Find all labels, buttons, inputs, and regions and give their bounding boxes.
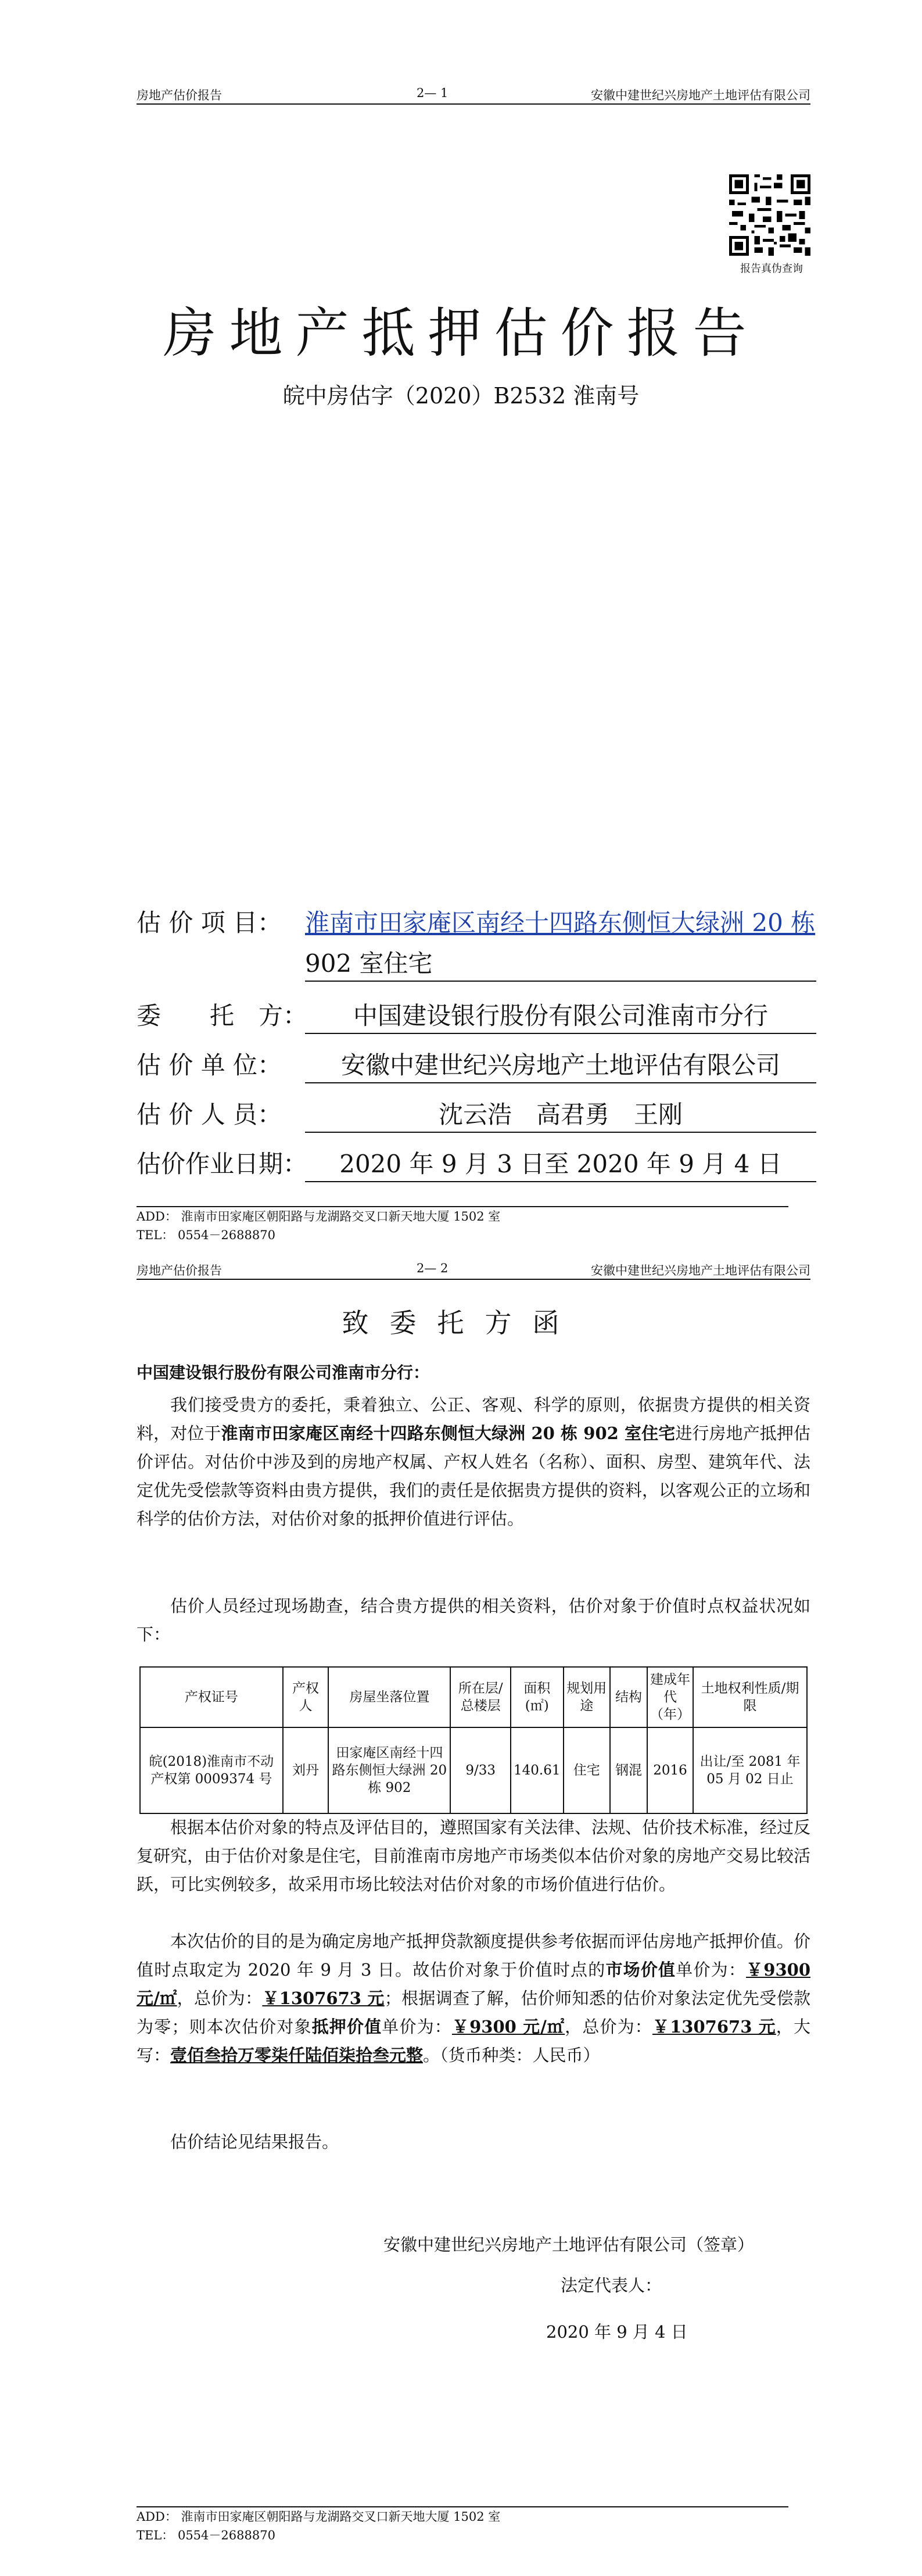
table-cell: 田家庵区南经十四路东侧恒大绿洲 20 栋 902 xyxy=(328,1727,450,1813)
page-footer xyxy=(137,1206,810,1244)
property-rights-table xyxy=(139,1666,808,1814)
footer-tel: TEL： 0554－2688870 xyxy=(137,1228,275,1242)
table-cell: 皖(2018)淮南市不动产权第 0009374 号 xyxy=(140,1727,283,1813)
info-value: 沈云浩 高君勇 王刚 xyxy=(305,1096,816,1133)
table-cell: 140.61 xyxy=(511,1727,563,1813)
column-header: 产权人 xyxy=(283,1667,329,1727)
market-value-label: 市场价值 xyxy=(605,1960,676,1980)
letter-paragraph-3: 根据本估价对象的特点及评估目的，遵照国家有关法律、法规、估价技术标准，经过反复研究，由于估价对象是住宅，目前淮南市房地产市场类似本估价对象的房地产交易比较活跃，可比实例较多，故采用市场比较法对估价对象的市场价值进行估价。 xyxy=(137,1817,811,1894)
table-cell: 9/33 xyxy=(450,1727,511,1813)
column-header: 面积(㎡) xyxy=(511,1667,563,1727)
market-unit-price: ￥9300 元/㎡ xyxy=(137,1960,810,2008)
signature-date: 2020 年 9 月 4 日 xyxy=(546,2322,688,2342)
cover-page xyxy=(0,0,922,1261)
letter-paragraph-4: 本次估价的目的是为确定房地产抵押贷款额度提供参考依据而评估房地产抵押价值。价值时点取定为 2020 年 9 月 3 日。故估价对象于价值时点的市场价值单价为：￥9300 元/㎡，总价为：￥1307673 元；根据调查了解，估价师知悉的估价对象法定优先受偿款为零；则本次估价对象抵押价值单价为：￥9300 元/㎡，总价为：￥1307673 元，大写：壹佰叁拾万零柒仟陆佰柒拾叁元整。（货币种类：人民币） xyxy=(137,1931,811,2065)
mortgage-unit-price: ￥9300 元/㎡ xyxy=(451,2017,565,2037)
column-header: 建成年代（年） xyxy=(647,1667,693,1727)
info-value: 2020 年 9 月 3 日至 2020 年 9 月 4 日 xyxy=(305,1145,816,1182)
table-header-row xyxy=(140,1667,807,1727)
letter-title: 致委托方函 xyxy=(342,1307,580,1339)
column-header: 房屋坐落位置 xyxy=(328,1667,450,1727)
report-title: 房地产抵押估价报告 xyxy=(163,302,759,364)
column-header: 所在层/总楼层 xyxy=(450,1667,511,1727)
letter-paragraph-5: 估价结论见结果报告。 xyxy=(170,2132,339,2152)
info-label: 估价作业日期： xyxy=(137,1150,308,1178)
footer-tel: TEL： 0554－2688870 xyxy=(137,2528,275,2542)
market-total-price: ￥1307673 元 xyxy=(262,1988,385,2008)
info-label: 估 价 单 位： xyxy=(137,1051,282,1079)
header-page-number: 2— 1 xyxy=(417,86,449,100)
table-cell: 钢混 xyxy=(610,1727,647,1813)
letter-paragraph-2: 估价人员经过现场勘查，结合贵方提供的相关资料，估价对象于价值时点权益状况如下： xyxy=(137,1596,810,1644)
header-left: 房地产估价报告 xyxy=(137,88,222,102)
signature-company: 安徽中建世纪兴房地产土地评估有限公司（签章） xyxy=(383,2235,755,2255)
header-left: 房地产估价报告 xyxy=(137,1264,222,1278)
page-footer xyxy=(137,2506,810,2545)
footer-address: ADD： 淮南市田家庵区朝阳路与龙湖路交叉口新天地大厦 1502 室 xyxy=(137,1210,501,1223)
qr-code-icon xyxy=(729,174,810,256)
property-address: 淮南市田家庵区南经十四路东侧恒大绿洲 20 栋 902 室住宅 xyxy=(221,1423,676,1443)
info-value: 中国建设银行股份有限公司淮南市分行 xyxy=(305,997,816,1034)
header-company: 安徽中建世纪兴房地产土地评估有限公司 xyxy=(591,1264,810,1278)
table-cell: 刘丹 xyxy=(283,1727,329,1813)
table-row xyxy=(140,1727,807,1813)
amount-in-words: 壹佰叁拾万零柒仟陆佰柒拾叁元整 xyxy=(170,2045,424,2065)
signature-representative: 法定代表人： xyxy=(561,2276,662,2295)
info-label: 估 价 项 目： xyxy=(137,908,282,937)
project-link[interactable]: 淮南市田家庵区南经十四路东侧恒大绿洲 20 栋 xyxy=(305,908,816,937)
qr-caption: 报告真伪查询 xyxy=(740,263,803,275)
header-company: 安徽中建世纪兴房地产土地评估有限公司 xyxy=(591,88,810,102)
column-header: 规划用途 xyxy=(564,1667,610,1727)
header-page-number: 2— 2 xyxy=(417,1261,449,1275)
recipient: 中国建设银行股份有限公司淮南市分行： xyxy=(137,1363,430,1382)
column-header: 产权证号 xyxy=(140,1667,283,1727)
table-cell: 住宅 xyxy=(564,1727,610,1813)
info-label: 委 托 方： xyxy=(137,1001,308,1030)
table-cell: 出让/至 2081 年 05 月 02 日止 xyxy=(693,1727,807,1813)
column-header: 结构 xyxy=(610,1667,647,1727)
report-number: 皖中房估字（2020）B2532 淮南号 xyxy=(282,383,640,409)
mortgage-total-price: ￥1307673 元 xyxy=(652,2017,776,2037)
info-label: 估 价 人 员： xyxy=(137,1100,282,1129)
running-header xyxy=(137,81,810,105)
info-value: 安徽中建世纪兴房地产土地评估有限公司 xyxy=(305,1046,816,1083)
letter-paragraph-1: 我们接受贵方的委托，秉着独立、公正、客观、科学的原则，依据贵方提供的相关资料，对位于淮南市田家庵区南经十四路东侧恒大绿洲 20 栋 902 室住宅进行房地产抵押估价评估。对估价中涉及到的房地产权属、产权人姓名（名称）、面积、房型、建筑年代、法定优先受偿款等资料由贵方提供，我们的责任是依据贵方提供的资料，以客观公正的立场和科学的估价方法，对估价对象的抵押价值进行评估。 xyxy=(137,1395,811,1529)
info-value: 902 室住宅 xyxy=(305,944,816,982)
running-header xyxy=(137,1257,810,1280)
table-cell: 2016 xyxy=(647,1727,693,1813)
column-header: 土地权利性质/期限 xyxy=(693,1667,807,1727)
footer-address: ADD： 淮南市田家庵区朝阳路与龙湖路交叉口新天地大厦 1502 室 xyxy=(137,2510,501,2524)
mortgage-value-label: 抵押价值 xyxy=(311,2017,382,2037)
